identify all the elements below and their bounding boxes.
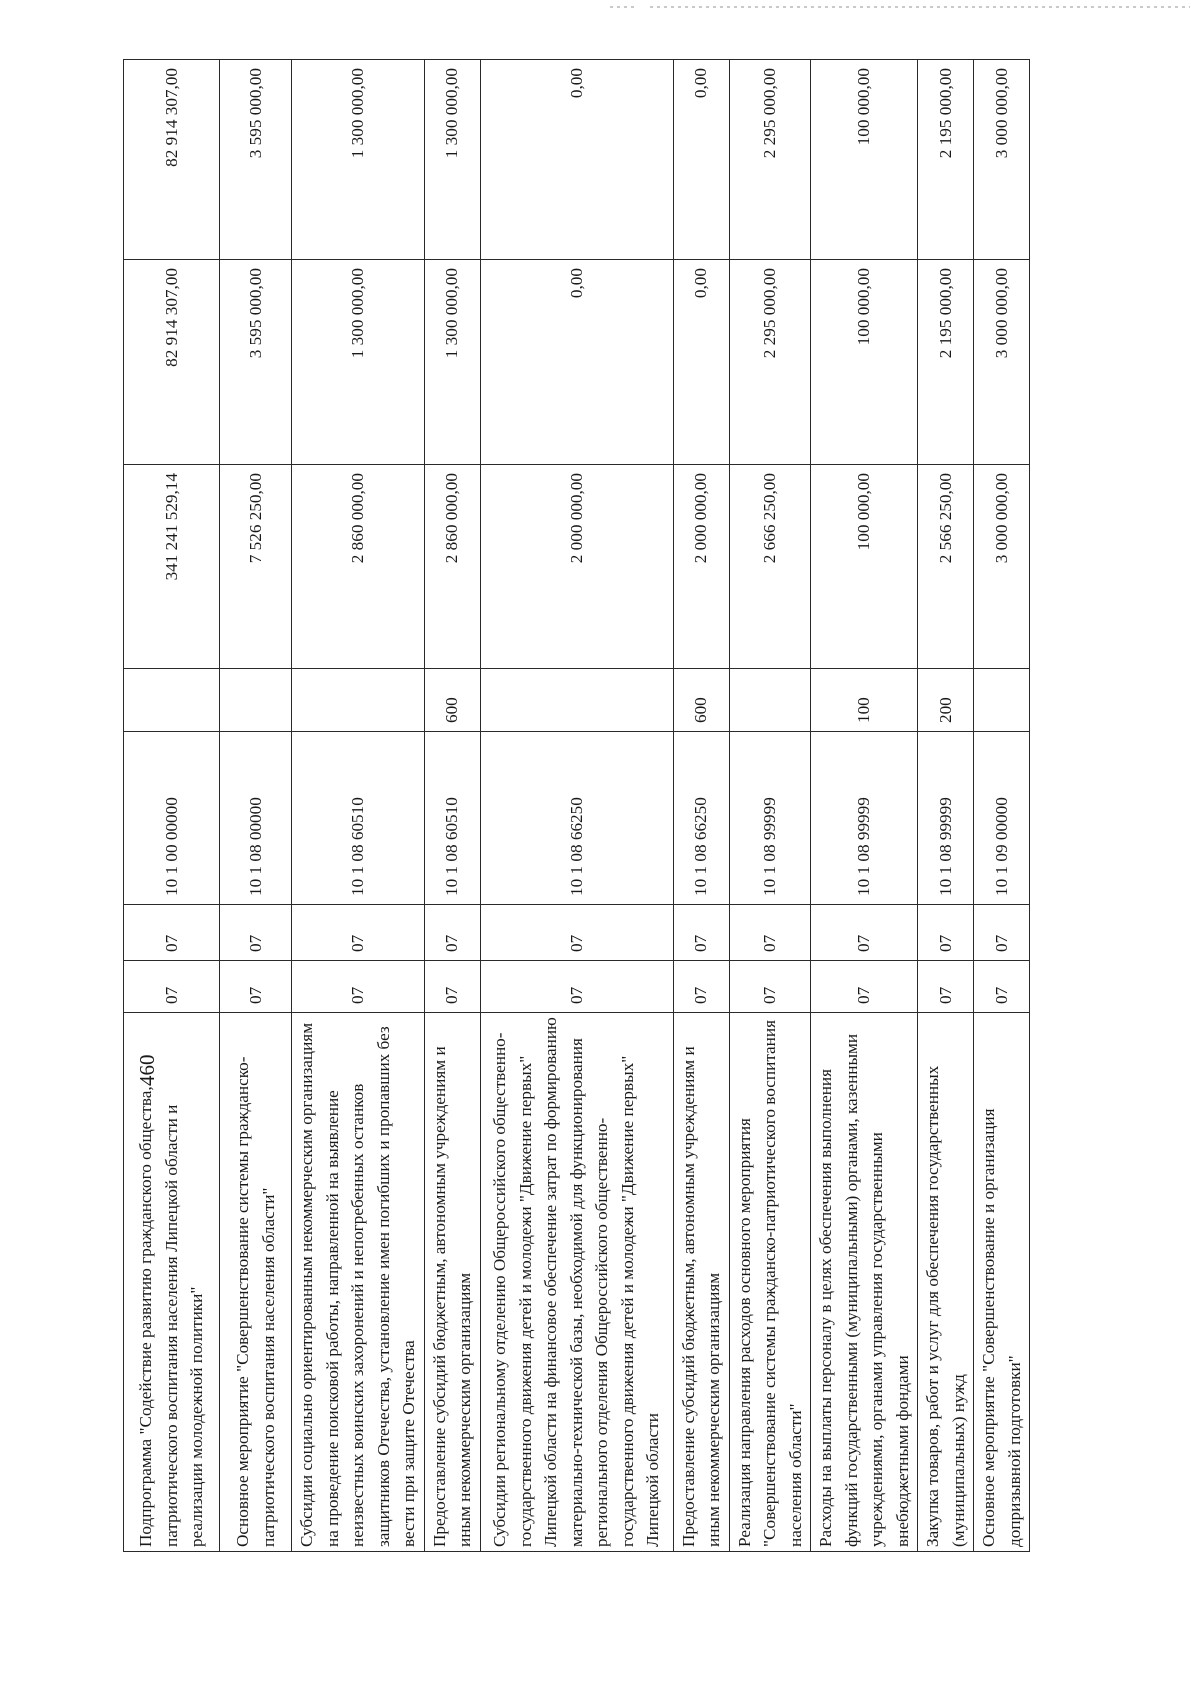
table-row: [729, 60, 811, 1552]
cell-subsection: 07: [292, 905, 425, 961]
cell-section: 07: [974, 961, 1030, 1013]
cell-expense-type: 600: [424, 669, 480, 732]
cell-expense-type: 100: [811, 669, 918, 732]
cell-subsection: 07: [811, 905, 918, 961]
cell-sum-year-3: 2 195 000,00: [918, 60, 974, 260]
cell-sum-year-3: 3 595 000,00: [220, 60, 292, 260]
page-number: 460: [135, 1054, 159, 1086]
cell-sum-year-2: 1 300 000,00: [292, 260, 425, 465]
cell-subsection: 07: [424, 905, 480, 961]
table-row: [673, 60, 729, 1552]
cell-sum-year-1: 341 241 529,14: [124, 465, 220, 669]
cell-sum-year-2: 2 195 000,00: [918, 260, 974, 465]
cell-expense-type: [220, 669, 292, 732]
cell-sum-year-1: 2 566 250,00: [918, 465, 974, 669]
cell-expense-type: 200: [918, 669, 974, 732]
cell-sum-year-2: 0,00: [480, 260, 673, 465]
cell-sum-year-1: 7 526 250,00: [220, 465, 292, 669]
cell-target-article: 10 1 08 99999: [918, 732, 974, 905]
cell-target-article: 10 1 08 60510: [292, 732, 425, 905]
cell-expense-type: 600: [673, 669, 729, 732]
cell-name: Предоставление субсидий бюджетным, автономным учреждениям и иным некоммерческим организациям: [673, 1013, 729, 1552]
cell-subsection: 07: [729, 905, 811, 961]
budget-table: [123, 59, 1030, 1552]
cell-section: 07: [811, 961, 918, 1013]
cell-sum-year-2: 100 000,00: [811, 260, 918, 465]
cell-sum-year-1: 2 000 000,00: [480, 465, 673, 669]
cell-section: 07: [220, 961, 292, 1013]
cell-name: Реализация направления расходов основного мероприятия "Совершенствование системы гражданско-патриотического воспитания населения области": [729, 1013, 811, 1552]
cell-section: 07: [292, 961, 425, 1013]
cell-target-article: 10 1 08 00000: [220, 732, 292, 905]
cell-subsection: 07: [480, 905, 673, 961]
cell-target-article: 10 1 08 66250: [480, 732, 673, 905]
cell-sum-year-2: 3 000 000,00: [974, 260, 1030, 465]
cell-sum-year-3: 3 000 000,00: [974, 60, 1030, 260]
cell-expense-type: [292, 669, 425, 732]
cell-subsection: 07: [124, 905, 220, 961]
cell-name: Субсидии социально ориентированным некоммерческим организациям на проведение поисковой работы, направленной на выявление неизвестных воинских захоронений и непогребенных останков защитников Отечества, установление имен погибших и пропавших без вести при защите Отечества: [292, 1013, 425, 1552]
cell-sum-year-2: 3 595 000,00: [220, 260, 292, 465]
table-row: [220, 60, 292, 1552]
cell-target-article: 10 1 08 60510: [424, 732, 480, 905]
cell-sum-year-3: 100 000,00: [811, 60, 918, 260]
cell-name: Субсидии региональному отделению Общероссийского общественно-государственного движения детей и молодежи "Движение первых" Липецкой области на финансовое обеспечение затрат по формированию материально-технической базы, необходимой для функционирования регионального отделения Общероссийского общественно-государственного движения детей и молодежи "Движение первых" Липецкой области: [480, 1013, 673, 1552]
cell-section: 07: [918, 961, 974, 1013]
cell-name: Основное мероприятие "Совершенствование системы гражданско-патриотического воспитания населения области": [220, 1013, 292, 1552]
cell-target-article: 10 1 08 99999: [729, 732, 811, 905]
cell-target-article: 10 1 08 99999: [811, 732, 918, 905]
cell-expense-type: [124, 669, 220, 732]
table-row: [918, 60, 974, 1552]
cell-subsection: 07: [220, 905, 292, 961]
cell-sum-year-1: 2 860 000,00: [424, 465, 480, 669]
table-row: [480, 60, 673, 1552]
cell-name: Предоставление субсидий бюджетным, автономным учреждениям и иным некоммерческим организациям: [424, 1013, 480, 1552]
cell-sum-year-1: 2 000 000,00: [673, 465, 729, 669]
cell-sum-year-1: 2 860 000,00: [292, 465, 425, 669]
cell-name: Основное мероприятие "Совершенствование и организация допризывной подготовки": [974, 1013, 1030, 1552]
cell-section: 07: [124, 961, 220, 1013]
table-row: [811, 60, 918, 1552]
cell-sum-year-3: 2 295 000,00: [729, 60, 811, 260]
cell-section: 07: [673, 961, 729, 1013]
cell-target-article: 10 1 00 00000: [124, 732, 220, 905]
cell-sum-year-2: 82 914 307,00: [124, 260, 220, 465]
table-row: [974, 60, 1030, 1552]
cell-section: 07: [729, 961, 811, 1013]
cell-target-article: 10 1 08 66250: [673, 732, 729, 905]
cell-sum-year-3: 82 914 307,00: [124, 60, 220, 260]
cell-sum-year-3: 0,00: [673, 60, 729, 260]
cell-expense-type: [974, 669, 1030, 732]
table-row: [424, 60, 480, 1552]
cell-subsection: 07: [974, 905, 1030, 961]
cell-sum-year-1: 2 666 250,00: [729, 465, 811, 669]
budget-table-body: [124, 60, 1030, 1552]
table-row: [124, 60, 220, 1552]
cell-section: 07: [424, 961, 480, 1013]
cell-sum-year-3: 1 300 000,00: [292, 60, 425, 260]
cell-name: Расходы на выплаты персоналу в целях обеспечения выполнения функций государственными (муниципальными) органами, казенными учреждениями, органами управления государственными внебюджетными фондами: [811, 1013, 918, 1552]
cell-subsection: 07: [918, 905, 974, 961]
cell-section: 07: [480, 961, 673, 1013]
cell-expense-type: [480, 669, 673, 732]
cell-sum-year-1: 100 000,00: [811, 465, 918, 669]
cell-sum-year-3: 0,00: [480, 60, 673, 260]
cell-name: Подпрограмма "Содействие развитию гражданского общества, патриотического воспитания населения Липецкой области и реализации молодежной политики": [124, 1013, 220, 1552]
cell-name: Закупка товаров, работ и услуг для обеспечения государственных (муниципальных) нужд: [918, 1013, 974, 1552]
cell-sum-year-2: 1 300 000,00: [424, 260, 480, 465]
scan-edge-mark: [610, 6, 634, 8]
scan-edge-mark: [650, 6, 1190, 8]
budget-sheet: [123, 60, 1077, 1552]
cell-sum-year-1: 3 000 000,00: [974, 465, 1030, 669]
cell-sum-year-2: 0,00: [673, 260, 729, 465]
table-row: [292, 60, 425, 1552]
cell-sum-year-3: 1 300 000,00: [424, 60, 480, 260]
cell-subsection: 07: [673, 905, 729, 961]
cell-expense-type: [729, 669, 811, 732]
cell-sum-year-2: 2 295 000,00: [729, 260, 811, 465]
cell-target-article: 10 1 09 00000: [974, 732, 1030, 905]
